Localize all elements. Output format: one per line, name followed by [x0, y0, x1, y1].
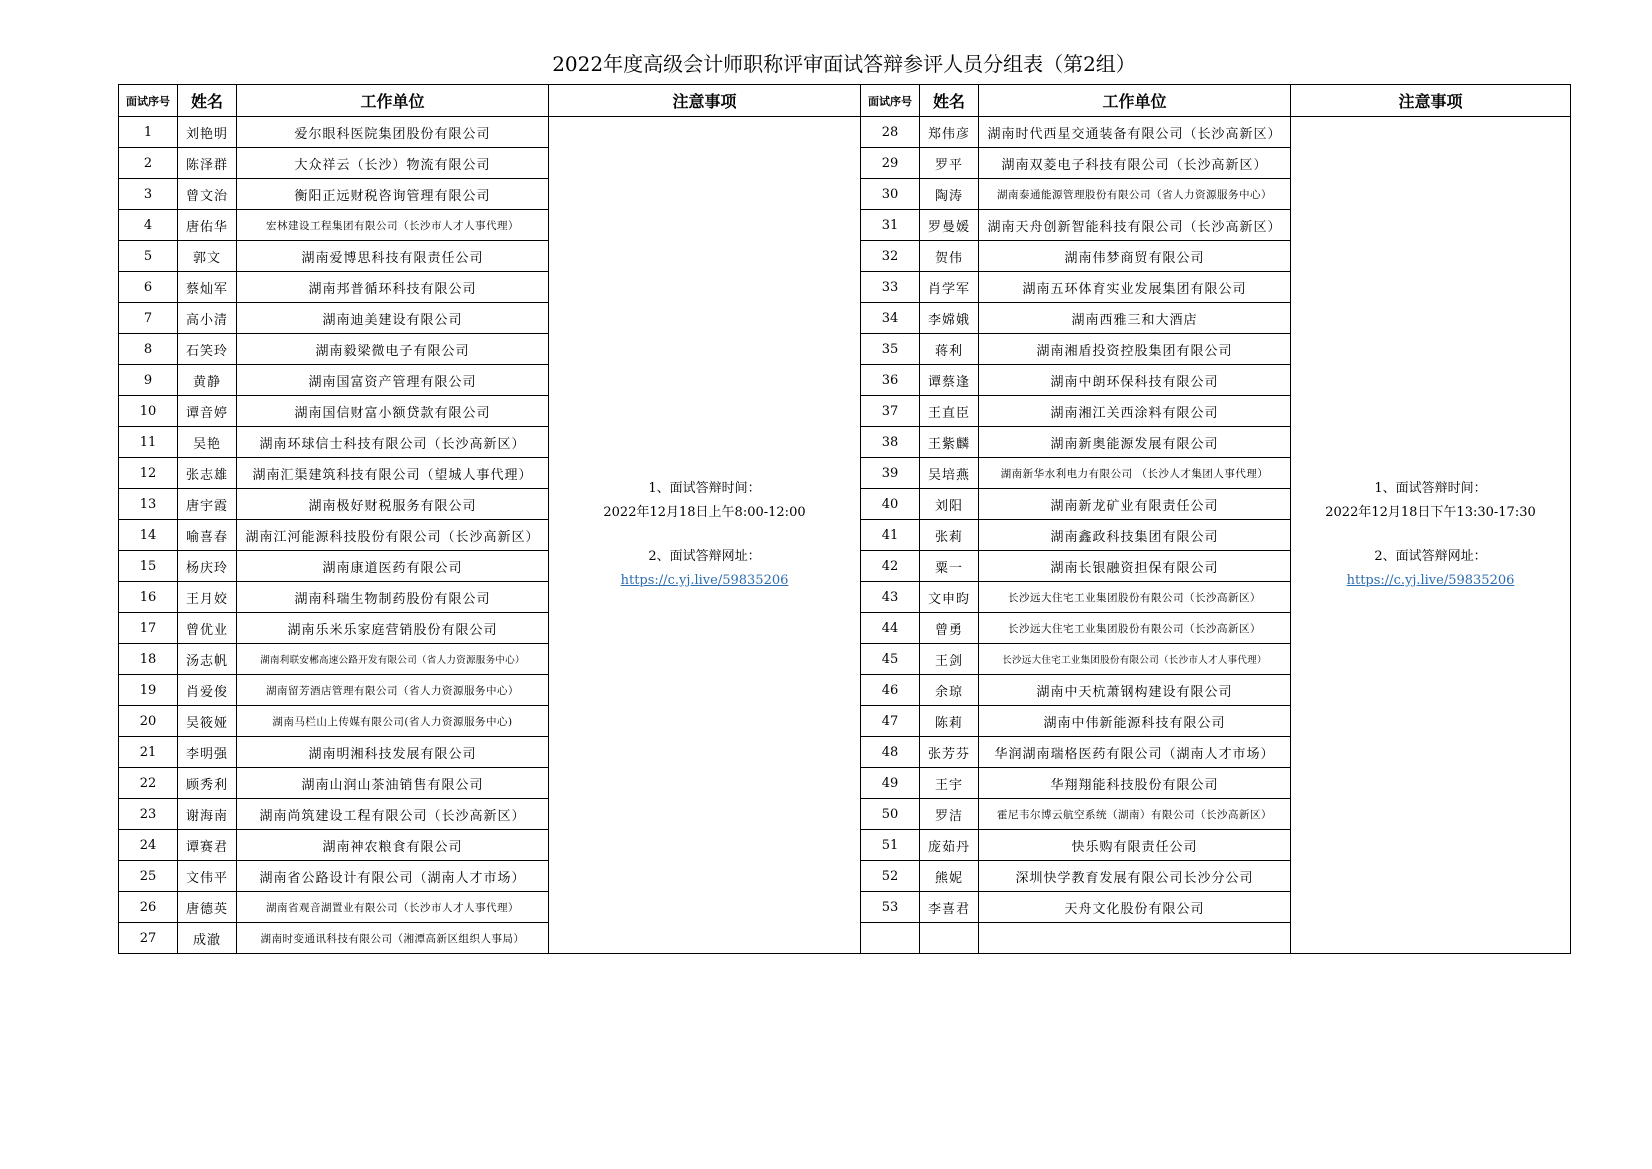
org-cell: 湖南省公路设计有限公司（湖南人才市场）	[237, 861, 549, 892]
name-cell: 刘阳	[920, 489, 979, 520]
seq-cell: 15	[119, 551, 178, 582]
seq-cell: 14	[119, 520, 178, 551]
name-cell: 石笑玲	[178, 334, 237, 365]
seq-cell: 24	[119, 830, 178, 861]
org-cell: 长沙远大住宅工业集团股份有限公司（长沙高新区）	[979, 582, 1291, 613]
seq-cell: 7	[119, 303, 178, 334]
name-cell: 王直臣	[920, 396, 979, 427]
seq-cell: 39	[861, 458, 920, 489]
seq-cell: 36	[861, 365, 920, 396]
org-cell: 湖南中朗环保科技有限公司	[979, 365, 1291, 396]
name-cell: 张志雄	[178, 458, 237, 489]
name-cell: 陈泽群	[178, 148, 237, 179]
org-cell: 湖南乐米乐家庭营销股份有限公司	[237, 613, 549, 644]
grouping-table	[118, 84, 1571, 954]
seq-cell: 3	[119, 179, 178, 210]
org-cell: 湖南环球信士科技有限公司（长沙高新区）	[237, 427, 549, 458]
org-cell: 湖南中天杭萧钢构建设有限公司	[979, 675, 1291, 706]
name-cell: 文申昀	[920, 582, 979, 613]
name-cell: 粟一	[920, 551, 979, 582]
name-cell: 喻喜春	[178, 520, 237, 551]
seq-cell: 52	[861, 861, 920, 892]
org-cell: 湖南新奥能源发展有限公司	[979, 427, 1291, 458]
org-cell: 爱尔眼科医院集团股份有限公司	[237, 117, 549, 148]
name-cell: 罗平	[920, 148, 979, 179]
org-cell: 湖南伟梦商贸有限公司	[979, 241, 1291, 272]
org-cell: 天舟文化股份有限公司	[979, 892, 1291, 923]
seq-cell: 29	[861, 148, 920, 179]
header-org-left: 工作单位	[237, 85, 549, 117]
name-cell: 高小清	[178, 303, 237, 334]
org-cell: 霍尼韦尔博云航空系统（湖南）有限公司（长沙高新区）	[979, 799, 1291, 830]
seq-cell: 43	[861, 582, 920, 613]
seq-cell: 27	[119, 923, 178, 954]
seq-cell: 28	[861, 117, 920, 148]
seq-cell: 6	[119, 272, 178, 303]
interview-time-value: 2022年12月18日下午13:30-17:30	[1325, 505, 1536, 520]
seq-cell: 21	[119, 737, 178, 768]
spacer	[1291, 525, 1570, 545]
name-cell: 罗洁	[920, 799, 979, 830]
org-cell: 湖南神农粮食有限公司	[237, 830, 549, 861]
header-notes-left: 注意事项	[549, 85, 861, 117]
org-cell: 湖南双菱电子科技有限公司（长沙高新区）	[979, 148, 1291, 179]
name-cell: 吴培燕	[920, 458, 979, 489]
header-name-right: 姓名	[920, 85, 979, 117]
name-cell: 汤志帆	[178, 644, 237, 675]
org-cell: 湖南山润山茶油销售有限公司	[237, 768, 549, 799]
name-cell: 顾秀利	[178, 768, 237, 799]
seq-cell: 31	[861, 210, 920, 241]
name-cell: 吴艳	[178, 427, 237, 458]
name-cell: 杨庆玲	[178, 551, 237, 582]
seq-cell: 35	[861, 334, 920, 365]
name-cell: 陈莉	[920, 706, 979, 737]
org-cell: 湖南科瑞生物制药股份有限公司	[237, 582, 549, 613]
seq-cell	[861, 923, 920, 954]
seq-cell: 18	[119, 644, 178, 675]
name-cell: 谢海南	[178, 799, 237, 830]
seq-cell: 26	[119, 892, 178, 923]
org-cell: 湖南湘盾投资控股集团有限公司	[979, 334, 1291, 365]
seq-cell: 50	[861, 799, 920, 830]
org-cell: 湖南天舟创新智能科技有限公司（长沙高新区）	[979, 210, 1291, 241]
interview-url-link[interactable]: https://c.yj.live/59835206	[1346, 573, 1515, 588]
seq-cell: 5	[119, 241, 178, 272]
seq-cell: 19	[119, 675, 178, 706]
seq-cell: 9	[119, 365, 178, 396]
seq-cell: 22	[119, 768, 178, 799]
org-cell: 长沙远大住宅工业集团股份有限公司（长沙高新区）	[979, 613, 1291, 644]
seq-cell: 42	[861, 551, 920, 582]
name-cell: 肖爱俊	[178, 675, 237, 706]
org-cell: 华翔翔能科技股份有限公司	[979, 768, 1291, 799]
org-cell	[979, 923, 1291, 954]
name-cell: 王月姣	[178, 582, 237, 613]
seq-cell: 16	[119, 582, 178, 613]
org-cell: 湖南新龙矿业有限责任公司	[979, 489, 1291, 520]
seq-cell: 40	[861, 489, 920, 520]
interview-url-label: 2、面试答辩网址：	[1374, 549, 1487, 564]
name-cell: 李喜君	[920, 892, 979, 923]
name-cell: 罗曼媛	[920, 210, 979, 241]
org-cell: 湖南尚筑建设工程有限公司（长沙高新区）	[237, 799, 549, 830]
org-cell: 湖南康道医药有限公司	[237, 551, 549, 582]
seq-cell: 53	[861, 892, 920, 923]
header-name-left: 姓名	[178, 85, 237, 117]
org-cell: 湖南利联安郴高速公路开发有限公司（省人力资源服务中心）	[237, 644, 549, 675]
org-cell: 湖南迪美建设有限公司	[237, 303, 549, 334]
org-cell: 快乐购有限责任公司	[979, 830, 1291, 861]
seq-cell: 8	[119, 334, 178, 365]
name-cell: 唐德英	[178, 892, 237, 923]
seq-cell: 2	[119, 148, 178, 179]
seq-cell: 33	[861, 272, 920, 303]
name-cell: 吴筱娅	[178, 706, 237, 737]
header-row	[119, 85, 1571, 117]
header-notes-right: 注意事项	[1291, 85, 1571, 117]
header-org-right: 工作单位	[979, 85, 1291, 117]
name-cell: 蒋利	[920, 334, 979, 365]
org-cell: 湖南泰通能源管理股份有限公司（省人力资源服务中心）	[979, 179, 1291, 210]
header-seq-right: 面试序号	[861, 85, 920, 117]
org-cell: 华润湖南瑞格医药有限公司（湖南人才市场）	[979, 737, 1291, 768]
name-cell: 熊妮	[920, 861, 979, 892]
name-cell: 曾文治	[178, 179, 237, 210]
org-cell: 湖南汇渠建筑科技有限公司（望城人事代理）	[237, 458, 549, 489]
interview-url-label: 2、面试答辩网址：	[648, 549, 761, 564]
org-cell: 深圳快学教育发展有限公司长沙分公司	[979, 861, 1291, 892]
seq-cell: 48	[861, 737, 920, 768]
interview-url-link[interactable]: https://c.yj.live/59835206	[620, 573, 789, 588]
seq-cell: 41	[861, 520, 920, 551]
name-cell: 张莉	[920, 520, 979, 551]
name-cell: 曾优业	[178, 613, 237, 644]
org-cell: 湖南爱博思科技有限责任公司	[237, 241, 549, 272]
name-cell: 王紫麟	[920, 427, 979, 458]
org-cell: 湖南马栏山上传媒有限公司(省人力资源服务中心)	[237, 706, 549, 737]
seq-cell: 13	[119, 489, 178, 520]
name-cell: 张芳芬	[920, 737, 979, 768]
seq-cell: 34	[861, 303, 920, 334]
name-cell: 唐佑华	[178, 210, 237, 241]
name-cell: 李明强	[178, 737, 237, 768]
seq-cell: 47	[861, 706, 920, 737]
interview-time-value: 2022年12月18日上午8:00-12:00	[603, 505, 806, 520]
org-cell: 湖南国富资产管理有限公司	[237, 365, 549, 396]
seq-cell: 46	[861, 675, 920, 706]
org-cell: 湖南长银融资担保有限公司	[979, 551, 1291, 582]
name-cell: 蔡灿军	[178, 272, 237, 303]
name-cell: 郑伟彦	[920, 117, 979, 148]
org-cell: 湖南极好财税服务有限公司	[237, 489, 549, 520]
name-cell: 陶涛	[920, 179, 979, 210]
name-cell: 成澈	[178, 923, 237, 954]
org-cell: 湖南新华水利电力有限公司 （长沙人才集团人事代理）	[979, 458, 1291, 489]
org-cell: 湖南时变通讯科技有限公司（湘潭高新区组织人事局）	[237, 923, 549, 954]
org-cell: 湖南湘江关西涂料有限公司	[979, 396, 1291, 427]
org-cell: 湖南鑫政科技集团有限公司	[979, 520, 1291, 551]
spacer	[549, 525, 860, 545]
seq-cell: 23	[119, 799, 178, 830]
name-cell: 唐宇霞	[178, 489, 237, 520]
name-cell: 肖学军	[920, 272, 979, 303]
seq-cell: 11	[119, 427, 178, 458]
seq-cell: 37	[861, 396, 920, 427]
org-cell: 长沙远大住宅工业集团股份有限公司（长沙市人才人事代理）	[979, 644, 1291, 675]
notes-cell-left	[549, 117, 861, 954]
name-cell: 文伟平	[178, 861, 237, 892]
org-cell: 衡阳正远财税咨询管理有限公司	[237, 179, 549, 210]
name-cell: 王宇	[920, 768, 979, 799]
org-cell: 湖南明湘科技发展有限公司	[237, 737, 549, 768]
name-cell	[920, 923, 979, 954]
seq-cell: 49	[861, 768, 920, 799]
name-cell: 谭赛君	[178, 830, 237, 861]
name-cell: 曾勇	[920, 613, 979, 644]
org-cell: 湖南省观音湖置业有限公司（长沙市人才人事代理）	[237, 892, 549, 923]
org-cell: 湖南国信财富小额贷款有限公司	[237, 396, 549, 427]
header-seq-left: 面试序号	[119, 85, 178, 117]
interview-time-label: 1、面试答辩时间：	[1374, 481, 1487, 496]
org-cell: 湖南邦普循环科技有限公司	[237, 272, 549, 303]
seq-cell: 45	[861, 644, 920, 675]
name-cell: 贺伟	[920, 241, 979, 272]
seq-cell: 17	[119, 613, 178, 644]
seq-cell: 44	[861, 613, 920, 644]
name-cell: 李嫦娥	[920, 303, 979, 334]
name-cell: 庞茹丹	[920, 830, 979, 861]
seq-cell: 38	[861, 427, 920, 458]
seq-cell: 1	[119, 117, 178, 148]
seq-cell: 20	[119, 706, 178, 737]
seq-cell: 10	[119, 396, 178, 427]
seq-cell: 32	[861, 241, 920, 272]
seq-cell: 12	[119, 458, 178, 489]
org-cell: 湖南西雅三和大酒店	[979, 303, 1291, 334]
page-title: 2022年度高级会计师职称评审面试答辩参评人员分组表（第2组）	[552, 52, 1136, 76]
name-cell: 谭音婷	[178, 396, 237, 427]
org-cell: 湖南中伟新能源科技有限公司	[979, 706, 1291, 737]
name-cell: 郭文	[178, 241, 237, 272]
org-cell: 宏林建设工程集团有限公司（长沙市人才人事代理）	[237, 210, 549, 241]
seq-cell: 30	[861, 179, 920, 210]
org-cell: 湖南毅梁微电子有限公司	[237, 334, 549, 365]
org-cell: 湖南五环体育实业发展集团有限公司	[979, 272, 1291, 303]
interview-time-label: 1、面试答辩时间：	[648, 481, 761, 496]
name-cell: 余琼	[920, 675, 979, 706]
name-cell: 黄静	[178, 365, 237, 396]
name-cell: 刘艳明	[178, 117, 237, 148]
seq-cell: 51	[861, 830, 920, 861]
name-cell: 谭蔡逢	[920, 365, 979, 396]
name-cell: 王剑	[920, 644, 979, 675]
seq-cell: 25	[119, 861, 178, 892]
table-row	[119, 117, 1571, 148]
notes-cell-right	[1291, 117, 1571, 954]
org-cell: 大众祥云（长沙）物流有限公司	[237, 148, 549, 179]
org-cell: 湖南时代西星交通装备有限公司（长沙高新区）	[979, 117, 1291, 148]
org-cell: 湖南江河能源科技股份有限公司（长沙高新区）	[237, 520, 549, 551]
org-cell: 湖南留芳酒店管理有限公司（省人力资源服务中心）	[237, 675, 549, 706]
seq-cell: 4	[119, 210, 178, 241]
